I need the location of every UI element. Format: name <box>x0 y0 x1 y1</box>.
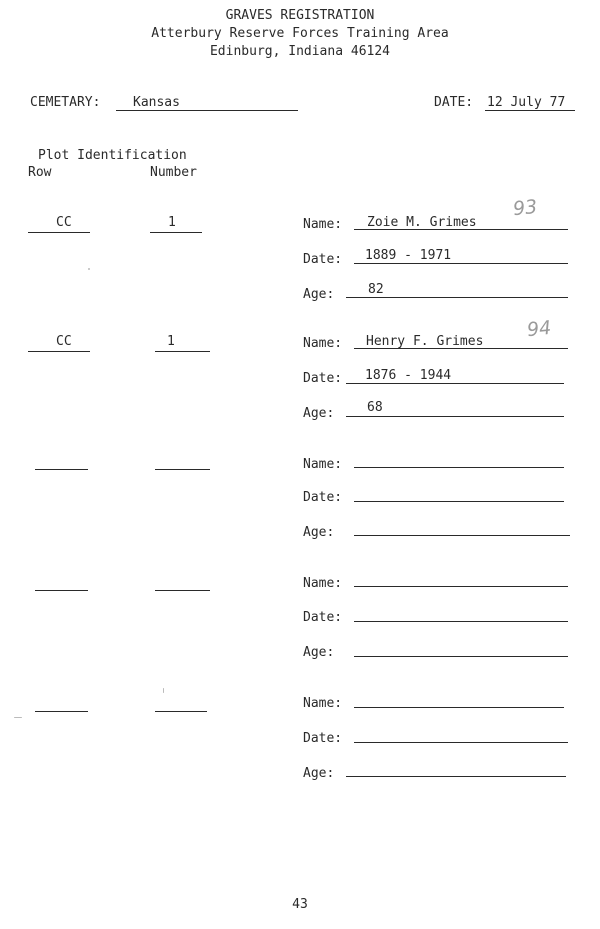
record-row-line <box>35 590 88 591</box>
record-name-value: Zoie M. Grimes <box>367 215 477 230</box>
name-label: Name: <box>303 217 343 232</box>
record-age-line <box>354 656 568 657</box>
record-number-value: 1 <box>168 215 176 230</box>
record-name-line <box>354 348 568 349</box>
row-column-label: Row <box>28 165 52 180</box>
date-field-label: Date: <box>303 731 343 746</box>
cemetery-label: CEMETARY: <box>30 95 101 110</box>
record-name-line <box>354 467 564 468</box>
scan-speck <box>88 268 90 270</box>
record-row-line <box>35 469 88 470</box>
record-number-line <box>155 711 207 712</box>
record-number-line <box>155 469 210 470</box>
age-label: Age: <box>303 645 335 660</box>
date-field-label: Date: <box>303 252 343 267</box>
record-number-line <box>150 232 202 233</box>
cemetery-underline <box>116 110 298 111</box>
date-underline <box>485 110 575 111</box>
record-age-value: 68 <box>367 400 383 415</box>
record-dates-value: 1876 - 1944 <box>365 368 452 383</box>
age-label: Age: <box>303 406 335 421</box>
date-field-label: Date: <box>303 371 343 386</box>
record-age-value: 82 <box>368 282 384 297</box>
record-age-line <box>354 535 570 536</box>
plot-identification-heading: Plot Identification <box>38 148 187 163</box>
record-dates-line <box>346 383 564 384</box>
record-dates-line <box>354 501 564 502</box>
record-row-line <box>35 711 88 712</box>
record-age-line <box>346 416 564 417</box>
facility-name: Atterbury Reserve Forces Training Area <box>151 26 449 41</box>
age-label: Age: <box>303 525 335 540</box>
record-age-line <box>346 776 566 777</box>
facility-address: Edinburg, Indiana 46124 <box>209 44 390 59</box>
scan-speck <box>163 688 164 693</box>
date-field-label: Date: <box>303 490 343 505</box>
record-row-value: CC <box>56 334 72 349</box>
date-label: DATE: <box>434 95 474 110</box>
record-name-line <box>354 707 564 708</box>
scan-speck <box>14 717 22 718</box>
record-number-line <box>155 590 210 591</box>
record-row-line <box>28 351 90 352</box>
record-age-line <box>346 297 568 298</box>
date-value: 12 July 77 <box>487 95 566 110</box>
name-label: Name: <box>303 576 343 591</box>
page-number: 43 <box>292 897 308 912</box>
form-title: GRAVES REGISTRATION <box>225 8 375 23</box>
name-label: Name: <box>303 336 343 351</box>
name-label: Name: <box>303 696 343 711</box>
record-dates-line <box>354 263 568 264</box>
record-dates-line <box>354 742 568 743</box>
record-dates-value: 1889 - 1971 <box>365 248 452 263</box>
age-label: Age: <box>303 766 335 781</box>
record-name-line <box>354 229 568 230</box>
record-number-line <box>155 351 210 352</box>
name-label: Name: <box>303 457 343 472</box>
record-row-value: CC <box>56 215 72 230</box>
date-field-label: Date: <box>303 610 343 625</box>
record-annotation: 93 <box>511 195 539 221</box>
age-label: Age: <box>303 287 335 302</box>
number-column-label: Number <box>150 165 197 180</box>
record-name-line <box>354 586 568 587</box>
record-dates-line <box>354 621 568 622</box>
cemetery-value: Kansas <box>133 95 180 110</box>
record-annotation: 94 <box>525 316 553 342</box>
record-name-value: Henry F. Grimes <box>366 334 484 349</box>
record-number-value: 1 <box>167 334 175 349</box>
record-row-line <box>28 232 90 233</box>
